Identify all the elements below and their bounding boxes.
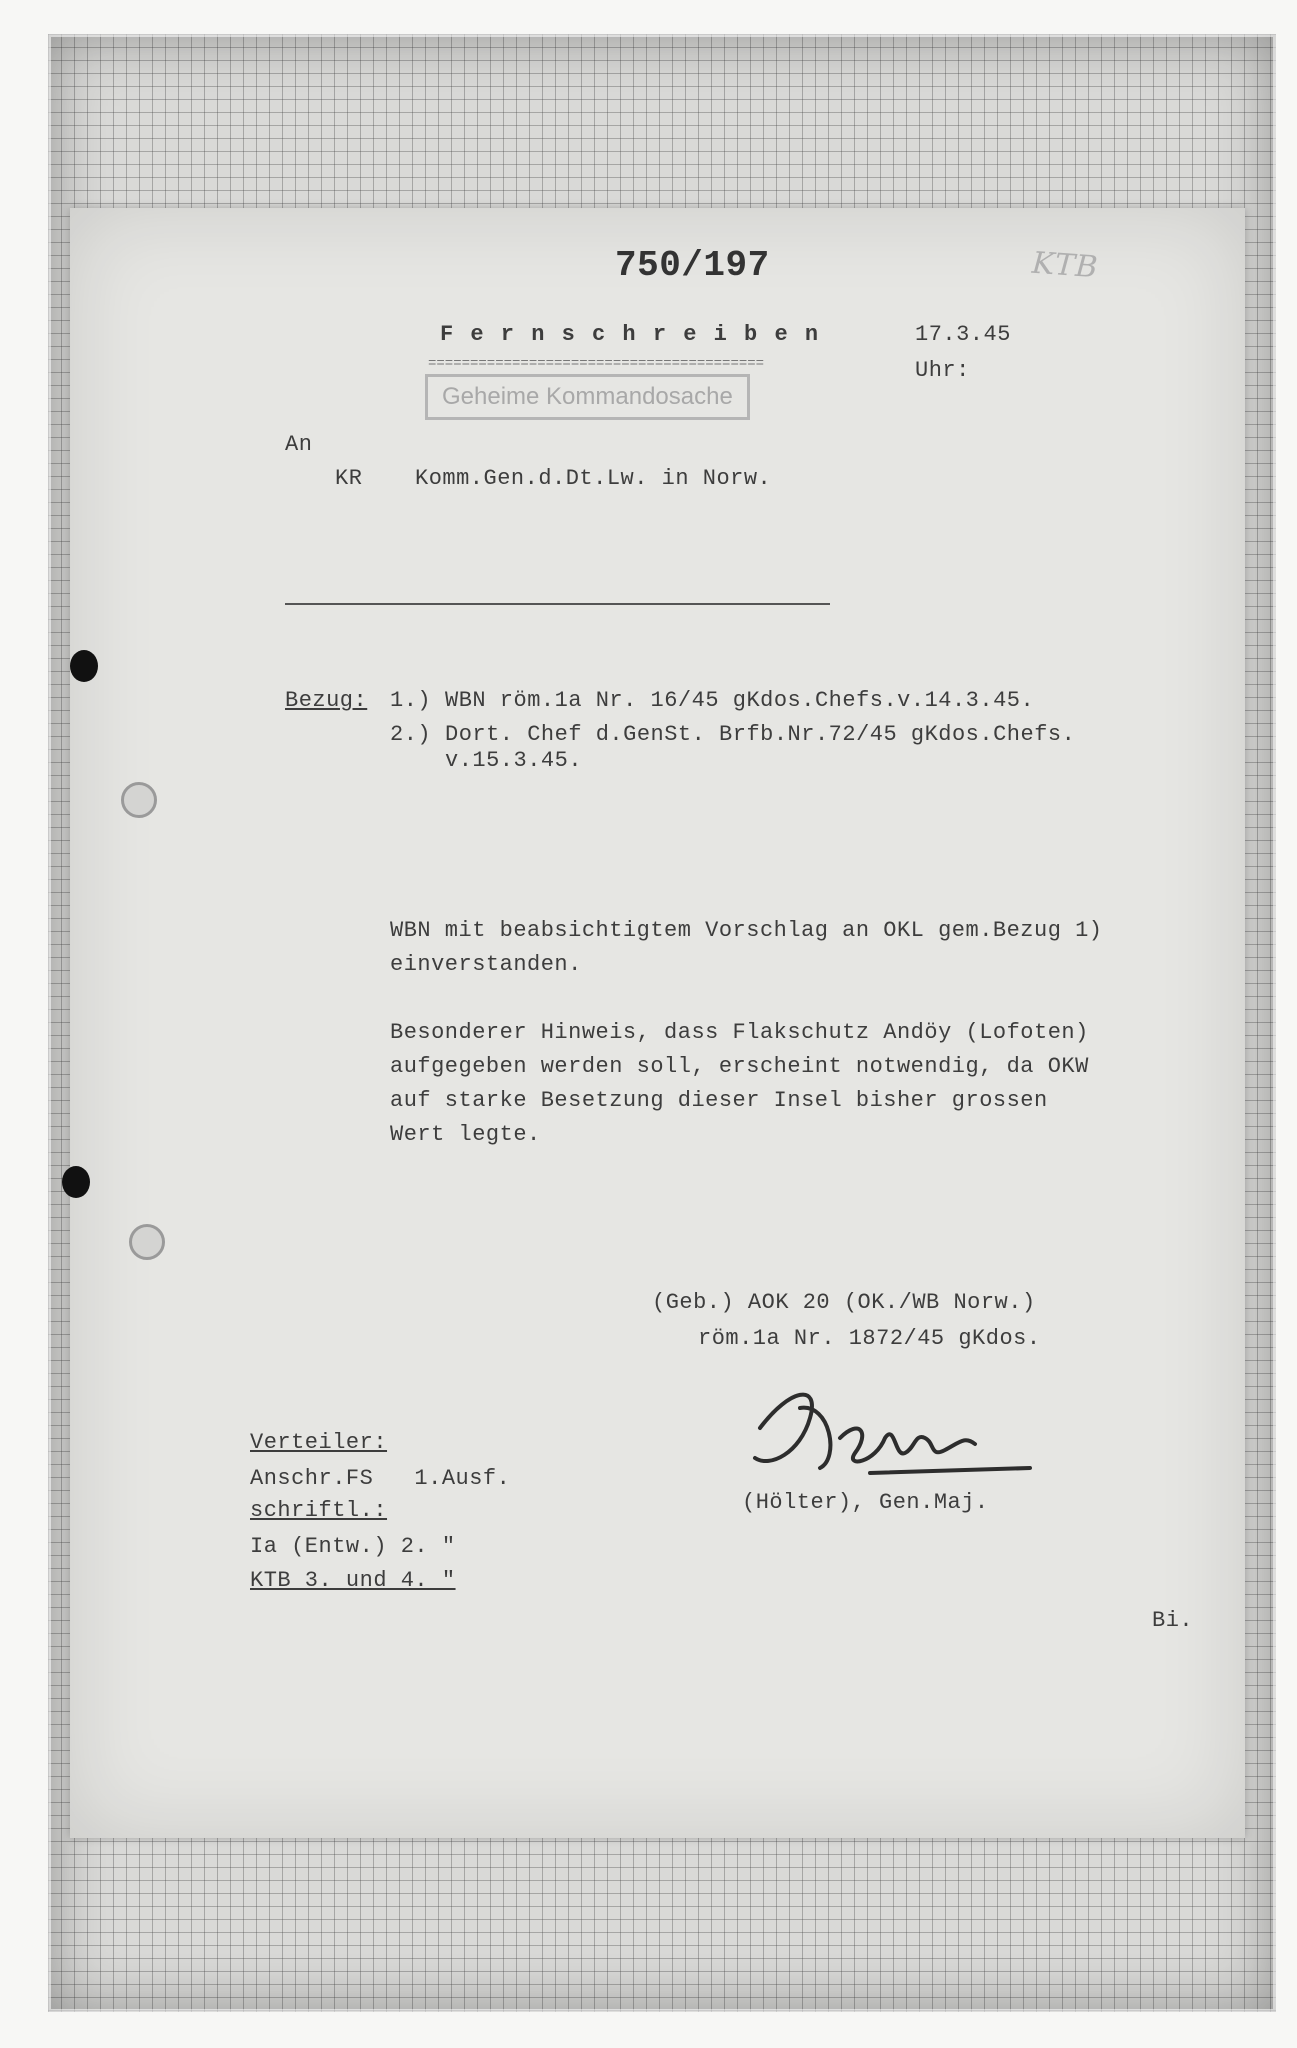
reference-label: Bezug: — [285, 688, 368, 713]
reference-item-2-text-cont: v.15.3.45. — [445, 748, 583, 773]
body-para2-line2: aufgegeben werden soll, erscheint notwendig, da OKW — [390, 1054, 1089, 1079]
distribution-line1: Anschr.FS 1.Ausf. — [250, 1466, 511, 1491]
document-number: 750/197 — [615, 245, 770, 286]
telex-document — [70, 208, 1245, 1838]
sender-line1: (Geb.) AOK 20 (OK./WB Norw.) — [652, 1290, 1036, 1315]
recipient-code: KR — [335, 466, 363, 491]
reference-item-2-number: 2.) — [390, 722, 432, 747]
title-underline-dashes: ======================================== — [428, 356, 765, 372]
to-label: An — [285, 432, 313, 457]
document-title: F e r n s c h r e i b e n — [440, 322, 821, 347]
distribution-label: Verteiler: — [250, 1430, 388, 1455]
typist-initials: Bi. — [1152, 1608, 1194, 1633]
signature — [730, 1378, 1060, 1488]
punch-hole-2 — [121, 782, 157, 818]
punch-hole-4 — [129, 1224, 165, 1260]
reference-item-1-number: 1.) — [390, 688, 432, 713]
time-label: Uhr: — [915, 358, 970, 383]
punch-hole-3 — [62, 1166, 90, 1198]
punch-hole-1 — [70, 650, 98, 682]
sender-line2: röm.1a Nr. 1872/45 gKdos. — [698, 1326, 1041, 1351]
distribution-line2: Ia (Entw.) 2. " — [250, 1534, 456, 1559]
address-rule — [285, 603, 830, 605]
reference-item-1-text: WBN röm.1a Nr. 16/45 gKdos.Chefs.v.14.3.45. — [445, 688, 1035, 713]
document-date: 17.3.45 — [915, 322, 1011, 347]
signature-name: (Hölter), Gen.Maj. — [742, 1490, 989, 1515]
distribution-label2: schriftl.: — [250, 1498, 388, 1523]
reference-item-2-text: Dort. Chef d.GenSt. Brfb.Nr.72/45 gKdos.Chefs. — [445, 722, 1076, 747]
distribution-line3: KTB 3. und 4. " — [250, 1568, 456, 1593]
body-para1-line1: WBN mit beabsichtigtem Vorschlag an OKL gem.Bezug 1) — [390, 918, 1103, 943]
body-para2-line1: Besonderer Hinweis, dass Flakschutz Andöy (Lofoten) — [390, 1020, 1089, 1045]
body-para1-line2: einverstanden. — [390, 952, 582, 977]
classification-stamp: Geheime Kommandosache — [425, 374, 750, 420]
body-para2-line4: Wert legte. — [390, 1122, 541, 1147]
body-para2-line3: auf starke Besetzung dieser Insel bisher grossen — [390, 1088, 1048, 1113]
recipient-name: Komm.Gen.d.Dt.Lw. in Norw. — [415, 466, 772, 491]
handwritten-mark: KTB — [1030, 245, 1100, 286]
